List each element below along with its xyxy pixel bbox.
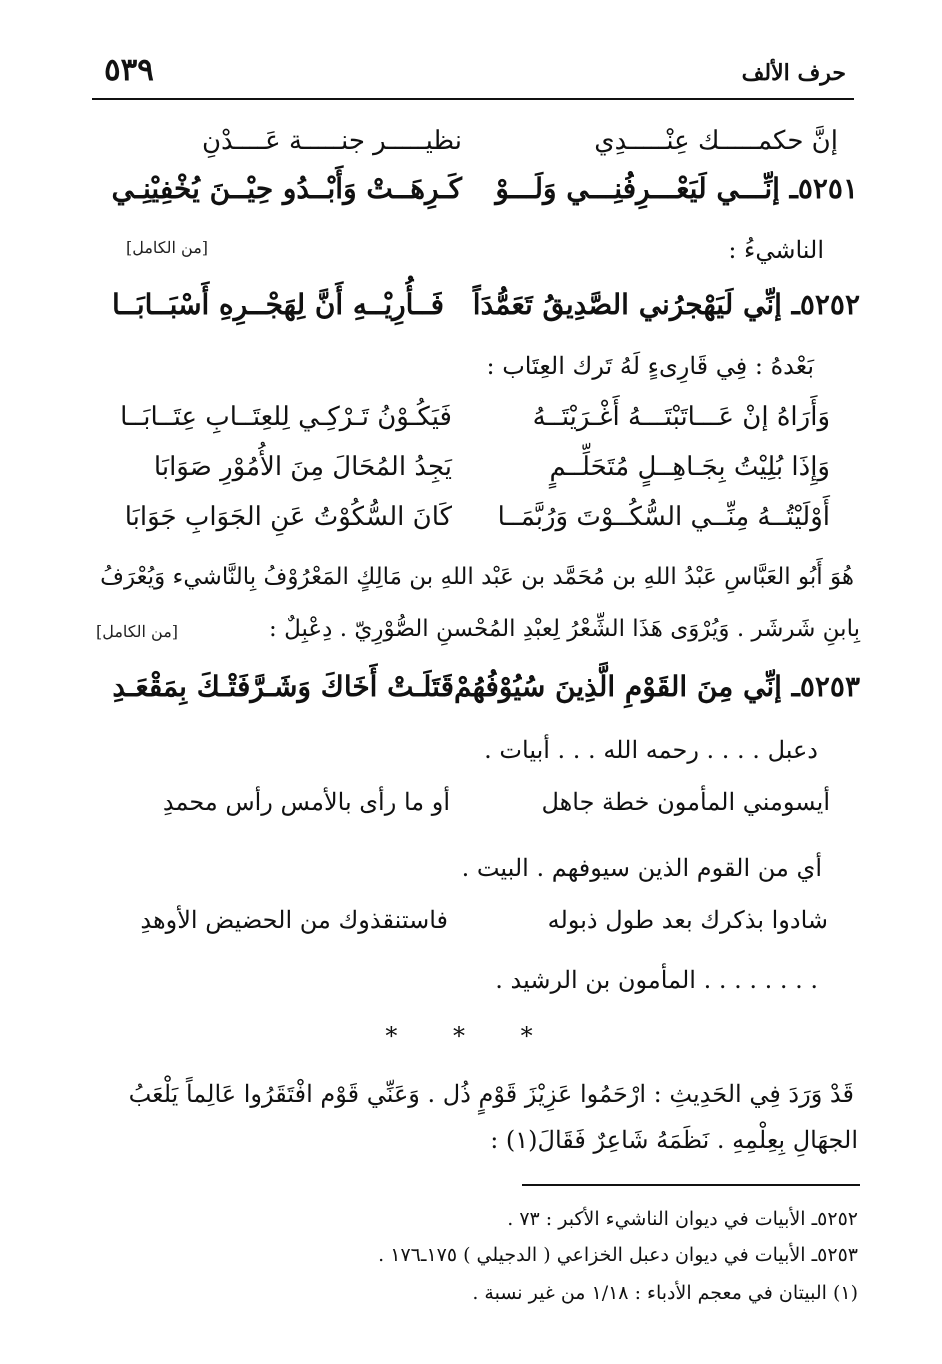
verse-5253-left-hemistich: قَتَلَـتْ أَخَاكَ وَشَـرَّفَتْـكَ بِمَقْعَـدِ <box>112 670 454 703</box>
note-line-2: أي من القوم الذين سيوفهم . البيت . <box>461 854 822 882</box>
meter-label-2: [من الكامل] <box>96 622 179 641</box>
footnote-5252: ٥٢٥٢ـ الأبيات في ديوان الناشيء الأكبر : ٧٣ . <box>507 1208 858 1230</box>
footnote-5253: ٥٢٥٣ـ الأبيات في ديوان دعبل الخزاعي ( الدجيلي ) ١٧٥ـ١٧٦ . <box>378 1244 858 1266</box>
verse-c-right-hemistich: أَوْلَيْتُــهُ مِنِّــي السُّكُــوْتَ وَرُبَّمَــا <box>497 502 830 532</box>
running-title: حرف الألف <box>741 60 846 86</box>
meter-label-1: [من الكامل] <box>126 238 209 257</box>
footnote-1: (١) البيتان في معجم الأدباء : ١/١٨ من غير نسبة . <box>472 1282 858 1304</box>
prose-paragraph-2-line-2: الجهَالِ بِعِلْمِهِ . نَظَمَهُ شَاعِرٌ فَقَالَ(١) : <box>490 1126 858 1154</box>
header-rule <box>92 98 854 100</box>
verse-d-right-hemistich: أيسومني المأمون خطة جاهل <box>541 788 830 816</box>
note-line-1: دعبل . . . . رحمه الله . . . أبيات . <box>484 736 818 764</box>
intro-line: بَعْدهُ : فِي قَارِىءٍ لَهُ تَرك العِتَاب : <box>486 352 814 380</box>
verse-5252-left-hemistich: فَــأُرِيْــهِ أَنَّ لِهَجْــرِهِ أَسْبَــابَــا <box>111 288 444 321</box>
verse-c-left-hemistich: كَانَ السُّكُوْتُ عَنِ الجَوَابِ جَوَابَا <box>124 502 452 532</box>
verse-1-right-hemistich: إنَّ حكمـــــك عِنْـــــدِي <box>594 126 838 156</box>
verse-5251-left-hemistich: كَـرِهَــتْ وَأَبْــدُو حِيْــنَ يُخْفِيْنِـي <box>111 172 462 205</box>
prose-paragraph-1-line-1: هُوَ أَبُو العَبَّاسِ عَبْدُ اللهِ بن مُحَمَّد بن عَبْد اللهِ بن مَالِكٍ المَعْرُوْفُ بِالنَّاشيء وَيُعْرَفُ <box>100 564 854 590</box>
page-number: ٥٣٩ <box>104 52 154 88</box>
verse-b-left-hemistich: يَجِدُ المُحَالَ مِنَ الأُمُوْرِ صَوَابَا <box>153 452 452 482</box>
section-separator: * * * <box>385 1022 557 1050</box>
prose-paragraph-2-line-1: قَدْ وَرَدَ فِي الحَدِيثِ : ارْحَمُوا عَزِيْزَ قَوْمٍ ذُل . وَعَنِّي قَوْم افْتَقَرُوا عَالِماً يَلْعَبُ <box>128 1080 854 1108</box>
note-line-3: . . . . . . . . المأمون بن الرشيد . <box>495 966 818 994</box>
prose-paragraph-1-line-2: بِابنِ شَرشَر . وَيُرْوَى هَذَا الشِّعْرُ لِعبْدِ المُحْسنِ الصُّوْرِيّ . دِعْبِلٌ : <box>269 616 860 642</box>
verse-d-left-hemistich: أو ما رأى بالأمس رأس محمدِ <box>162 788 450 816</box>
verse-a-left-hemistich: فَيَكُـوْنُ تَـرْكِـي لِلعِتَــابِ عِتَــابَــا <box>120 402 452 432</box>
verse-5253-right-hemistich: ٥٢٥٣ـ إنِّي مِنَ القَوْمِ الَّذِينَ سُيُوْفُهُمْ <box>453 670 860 703</box>
verse-5252-right-hemistich: ٥٢٥٢ـ إنِّي لَيَهْجرُني الصَّدِيقُ تَعَمُّدَاً <box>472 288 860 321</box>
footnote-rule <box>522 1184 860 1186</box>
poet-name: الناشيءُ : <box>728 236 824 264</box>
verse-e-right-hemistich: شادوا بذكرك بعد طول ذبوله <box>547 906 828 934</box>
verse-b-right-hemistich: وَإِذَا بُلِيْتُ بِجَـاهِــلٍ مُتَحَلِّــمٍ <box>549 452 830 482</box>
verse-e-left-hemistich: فاستنقذوك من الحضيض الأوهدِ <box>140 906 448 934</box>
verse-1-left-hemistich: نظيـــــر جنـــــة عَــــدْنِ <box>201 126 462 156</box>
verse-a-right-hemistich: وَأَرَاهُ إنْ عَـــاتَبْتَـــهُ أَغْـرَيْتَــهُ <box>532 402 830 432</box>
verse-5251-right-hemistich: ٥٢٥١ـ إنِّـــي لَيَعْـــرِفُنِـــي وَلَـــوْ <box>495 172 858 205</box>
